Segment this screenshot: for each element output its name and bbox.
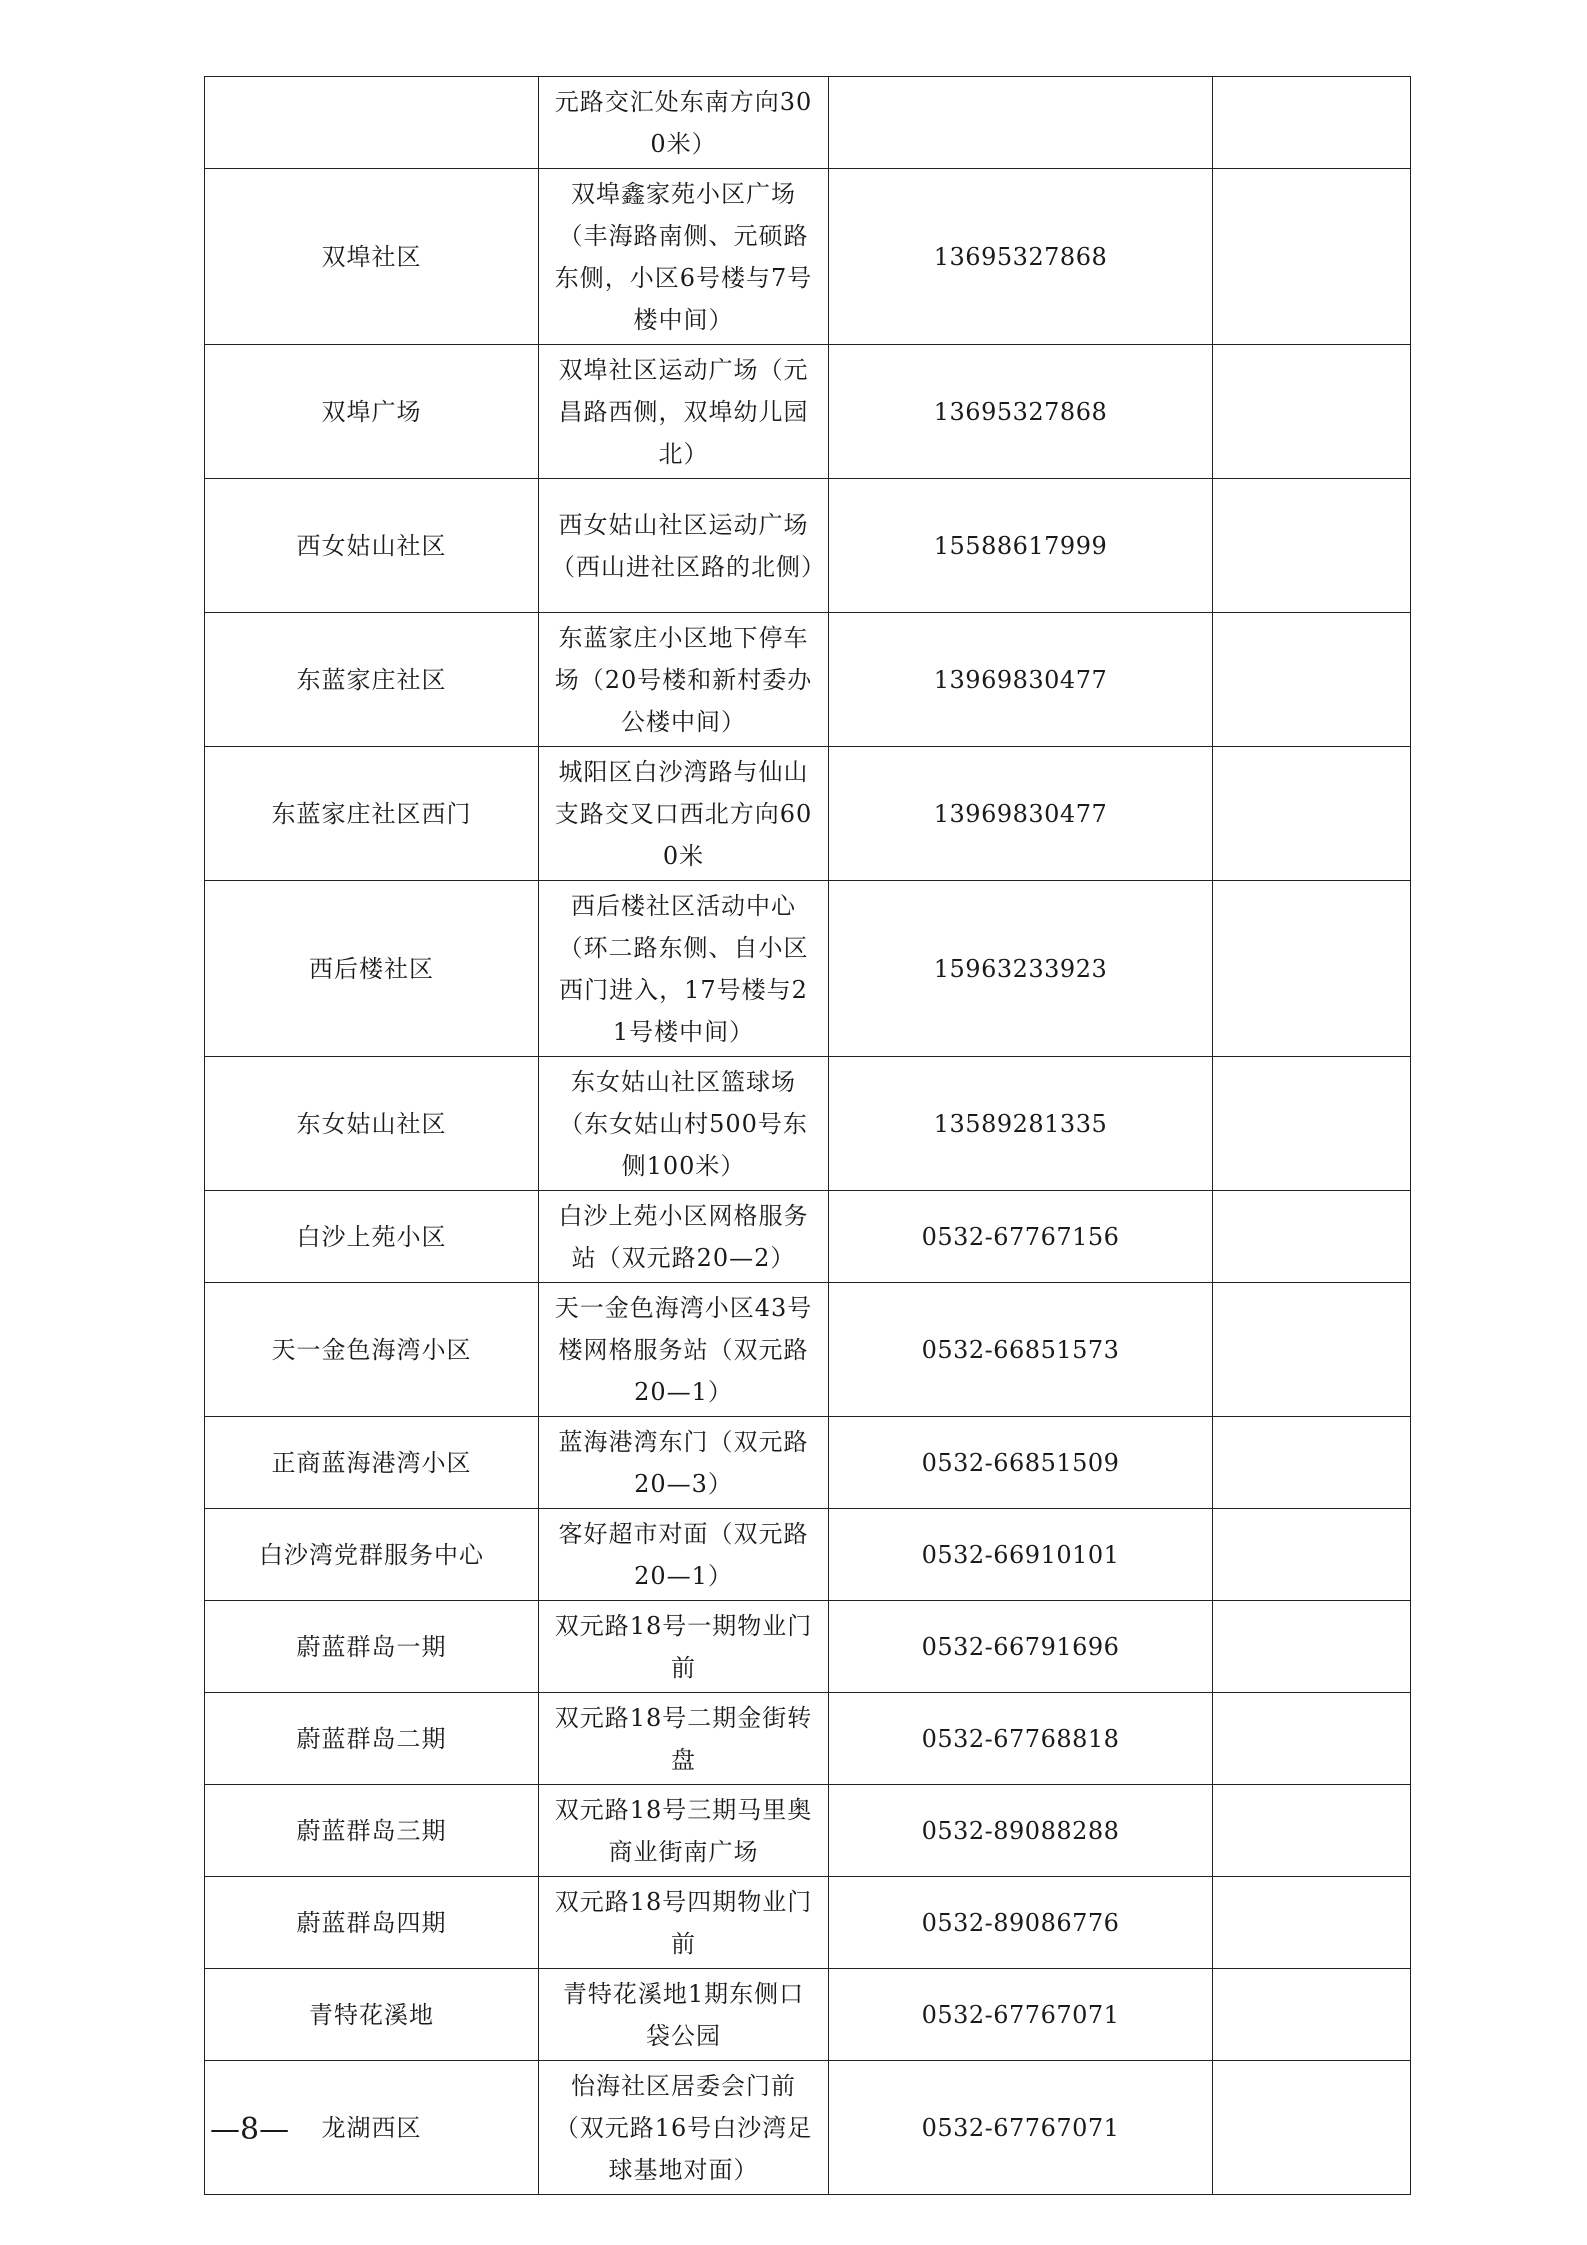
phone-cell: 15588617999 [829, 479, 1213, 613]
phone-cell: 0532-66851573 [829, 1283, 1213, 1417]
address-cell: 天一金色海湾小区43号楼网格服务站（双元路20—1） [539, 1283, 829, 1417]
phone-cell: 13589281335 [829, 1057, 1213, 1191]
note-cell [1213, 479, 1411, 613]
community-name-cell: 西女姑山社区 [205, 479, 539, 613]
table-row [205, 1693, 1411, 1785]
note-cell [1213, 77, 1411, 169]
note-cell [1213, 1877, 1411, 1969]
community-name-cell: 白沙湾党群服务中心 [205, 1509, 539, 1601]
phone-cell: 13695327868 [829, 345, 1213, 479]
note-cell [1213, 169, 1411, 345]
note-cell [1213, 1057, 1411, 1191]
address-cell: 双元路18号三期马里奥商业街南广场 [539, 1785, 829, 1877]
note-cell [1213, 1509, 1411, 1601]
community-name-cell: 蔚蓝群岛四期 [205, 1877, 539, 1969]
note-cell [1213, 1601, 1411, 1693]
address-cell: 怡海社区居委会门前（双元路16号白沙湾足球基地对面） [539, 2061, 829, 2195]
address-cell: 白沙上苑小区网格服务站（双元路20—2） [539, 1191, 829, 1283]
community-name-cell: 青特花溪地 [205, 1969, 539, 2061]
table-row [205, 881, 1411, 1057]
address-cell: 西后楼社区活动中心（环二路东侧、自小区西门进入，17号楼与21号楼中间） [539, 881, 829, 1057]
phone-cell: 13969830477 [829, 747, 1213, 881]
phone-cell: 0532-66851509 [829, 1417, 1213, 1509]
community-name-cell: 白沙上苑小区 [205, 1191, 539, 1283]
address-cell: 元路交汇处东南方向300米） [539, 77, 829, 169]
table-row [205, 1785, 1411, 1877]
community-name-cell: 龙湖西区 [205, 2061, 539, 2195]
note-cell [1213, 345, 1411, 479]
address-cell: 双埠社区运动广场（元昌路西侧，双埠幼儿园北） [539, 345, 829, 479]
note-cell [1213, 1969, 1411, 2061]
site-table-container [204, 76, 1410, 2195]
table-row [205, 2061, 1411, 2195]
table-row [205, 479, 1411, 613]
note-cell [1213, 881, 1411, 1057]
community-name-cell: 双埠广场 [205, 345, 539, 479]
community-name-cell: 东女姑山社区 [205, 1057, 539, 1191]
community-name-cell: 天一金色海湾小区 [205, 1283, 539, 1417]
table-row [205, 77, 1411, 169]
community-name-cell: 双埠社区 [205, 169, 539, 345]
address-cell: 东女姑山社区篮球场（东女姑山村500号东侧100米） [539, 1057, 829, 1191]
page-number: —8— [210, 2112, 290, 2147]
address-cell: 青特花溪地1期东侧口袋公园 [539, 1969, 829, 2061]
note-cell [1213, 1693, 1411, 1785]
phone-cell: 0532-67767156 [829, 1191, 1213, 1283]
note-cell [1213, 1417, 1411, 1509]
table-row [205, 1877, 1411, 1969]
community-name-cell: 蔚蓝群岛一期 [205, 1601, 539, 1693]
table-row [205, 1969, 1411, 2061]
address-cell: 城阳区白沙湾路与仙山支路交叉口西北方向600米 [539, 747, 829, 881]
table-row [205, 1283, 1411, 1417]
table-row [205, 1191, 1411, 1283]
phone-cell: 0532-66910101 [829, 1509, 1213, 1601]
phone-cell: 0532-67767071 [829, 2061, 1213, 2195]
phone-cell: 0532-67768818 [829, 1693, 1213, 1785]
table-row [205, 1057, 1411, 1191]
table-row [205, 1509, 1411, 1601]
address-cell: 双元路18号二期金街转盘 [539, 1693, 829, 1785]
address-cell: 东蓝家庄小区地下停车场（20号楼和新村委办公楼中间） [539, 613, 829, 747]
community-name-cell: 蔚蓝群岛二期 [205, 1693, 539, 1785]
note-cell [1213, 1191, 1411, 1283]
address-cell: 双埠鑫家苑小区广场（丰海路南侧、元硕路东侧，小区6号楼与7号楼中间） [539, 169, 829, 345]
phone-cell: 0532-89088288 [829, 1785, 1213, 1877]
address-cell: 客好超市对面（双元路20—1） [539, 1509, 829, 1601]
community-name-cell [205, 77, 539, 169]
community-name-cell: 蔚蓝群岛三期 [205, 1785, 539, 1877]
note-cell [1213, 2061, 1411, 2195]
phone-cell: 0532-89086776 [829, 1877, 1213, 1969]
community-name-cell: 东蓝家庄社区西门 [205, 747, 539, 881]
table-row [205, 747, 1411, 881]
address-cell: 双元路18号一期物业门前 [539, 1601, 829, 1693]
note-cell [1213, 1785, 1411, 1877]
phone-cell: 0532-66791696 [829, 1601, 1213, 1693]
note-cell [1213, 1283, 1411, 1417]
note-cell [1213, 747, 1411, 881]
phone-cell [829, 77, 1213, 169]
site-table-body [205, 77, 1411, 2195]
phone-cell: 13695327868 [829, 169, 1213, 345]
table-row [205, 613, 1411, 747]
table-row [205, 1601, 1411, 1693]
note-cell [1213, 613, 1411, 747]
table-row [205, 169, 1411, 345]
address-cell: 西女姑山社区运动广场（西山进社区路的北侧） [539, 479, 829, 613]
table-row [205, 1417, 1411, 1509]
community-name-cell: 西后楼社区 [205, 881, 539, 1057]
address-cell: 双元路18号四期物业门前 [539, 1877, 829, 1969]
site-table [204, 76, 1411, 2195]
community-name-cell: 正商蓝海港湾小区 [205, 1417, 539, 1509]
phone-cell: 13969830477 [829, 613, 1213, 747]
table-row [205, 345, 1411, 479]
phone-cell: 0532-67767071 [829, 1969, 1213, 2061]
community-name-cell: 东蓝家庄社区 [205, 613, 539, 747]
phone-cell: 15963233923 [829, 881, 1213, 1057]
address-cell: 蓝海港湾东门（双元路20—3） [539, 1417, 829, 1509]
